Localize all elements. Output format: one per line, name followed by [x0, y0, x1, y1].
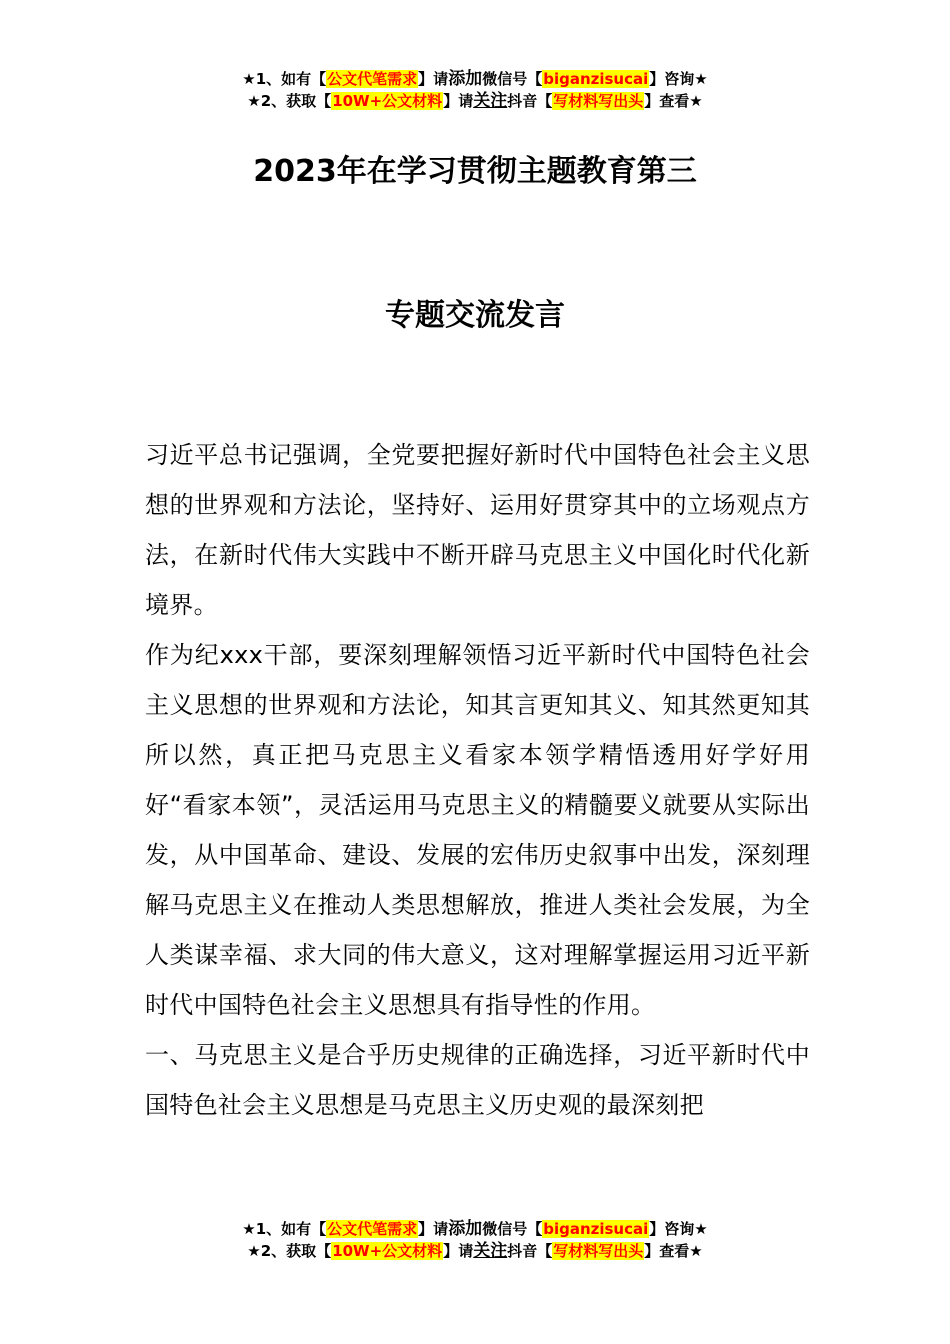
- promo-line-2: [0, 90, 950, 112]
- body-paragraph: 习近平总书记强调，全党要把握好新时代中国特色社会主义思想的世界观和方法论，坚持好、运用好贯穿其中的立场观点方法，在新时代伟大实践中不断开辟马克思主义中国化时代化新境界。: [145, 441, 810, 619]
- document-title-line-1: 2023年在学习贯彻主题教育第三: [253, 154, 697, 189]
- body-paragraph: 一、马克思主义是合乎历史规律的正确选择，习近平新时代中国特色社会主义思想是马克思主义历史观的最深刻把: [145, 1041, 810, 1119]
- footer-promo: [0, 1218, 950, 1262]
- promo-line-2-prefix: ★2、获取【: [247, 92, 332, 110]
- footer-promo-line-1-emphasis: 添加: [448, 1219, 483, 1239]
- promo-line-1-prefix: ★1、如有【: [242, 70, 327, 88]
- body-paragraph: 作为纪xxx干部，要深刻理解领悟习近平新时代中国特色社会主义思想的世界观和方法论，知其言更知其义、知其然更知其所以然，真正把马克思主义看家本领学精悟透用好学好用好“看家本领”，灵活运用马克思主义的精髓要义就要从实际出发，从中国革命、建设、发展的宏伟历史叙事中出发，深刻理解马克思主义在推动人类思想解放，推进人类社会发展，为全人类谋幸福、求大同的伟大意义，这对理解掌握运用习近平新时代中国特色社会主义思想具有指导性的作用。: [145, 641, 810, 1019]
- footer-promo-line-1-mid: 】请: [418, 1220, 449, 1238]
- footer-promo-line-2-suffix: 】查看★: [644, 1242, 703, 1260]
- footer-promo-line-1-suffix: 】咨询★: [649, 1220, 708, 1238]
- promo-highlight-douyin: 写材料写出头: [553, 92, 644, 110]
- footer-promo-line-2-mid2: 抖音【: [507, 1242, 553, 1260]
- promo-line-1-mid2: 微信号【: [482, 70, 543, 88]
- footer-promo-line-2-emphasis: 关注: [473, 1241, 508, 1261]
- promo-line-1-mid: 】请: [418, 70, 449, 88]
- footer-promo-highlight-service: 公文代笔需求: [327, 1220, 418, 1238]
- promo-line-1: [0, 68, 950, 90]
- promo-line-2-mid: 】请: [443, 92, 474, 110]
- document-body: [145, 430, 810, 1130]
- footer-promo-line-2-prefix: ★2、获取【: [247, 1242, 332, 1260]
- footer-promo-line-1-prefix: ★1、如有【: [242, 1220, 327, 1238]
- promo-line-2-suffix: 】查看★: [644, 92, 703, 110]
- header-promo: [0, 68, 950, 112]
- promo-highlight-materials: 10W+公文材料: [332, 92, 443, 110]
- footer-promo-highlight-wechat: biganzisucai: [543, 1220, 649, 1238]
- promo-highlight-wechat: biganzisucai: [543, 70, 649, 88]
- footer-promo-line-2-mid: 】请: [443, 1242, 474, 1260]
- footer-promo-line-1: [0, 1218, 950, 1240]
- document-title-line-2: 专题交流发言: [385, 298, 565, 333]
- promo-line-2-emphasis: 关注: [473, 91, 508, 111]
- footer-promo-highlight-materials: 10W+公文材料: [332, 1242, 443, 1260]
- footer-promo-highlight-douyin: 写材料写出头: [553, 1242, 644, 1260]
- promo-line-1-suffix: 】咨询★: [649, 70, 708, 88]
- footer-promo-line-1-mid2: 微信号【: [482, 1220, 543, 1238]
- promo-highlight-service: 公文代笔需求: [327, 70, 418, 88]
- promo-line-2-mid2: 抖音【: [507, 92, 553, 110]
- promo-line-1-emphasis: 添加: [448, 69, 483, 89]
- footer-promo-line-2: [0, 1240, 950, 1262]
